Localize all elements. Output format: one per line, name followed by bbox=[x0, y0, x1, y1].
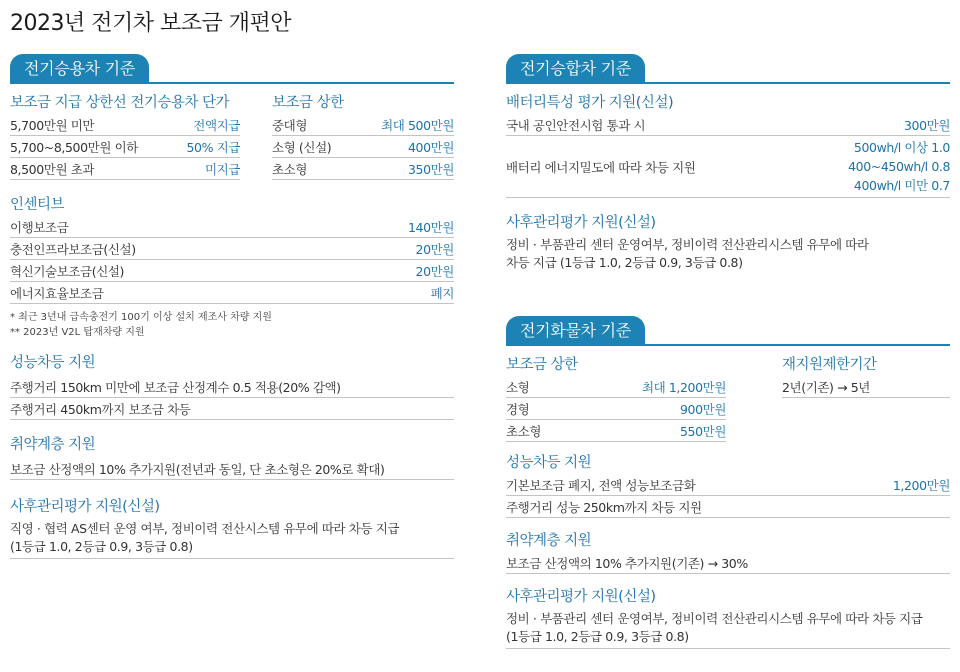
restriction-title: 재지원제한기간 bbox=[782, 357, 877, 373]
table-row: 혁신기술보조금(신설) 20만원 bbox=[10, 260, 454, 282]
table-row: 기본보조금 폐지, 전액 성능보조금화 1,200만원 bbox=[506, 474, 950, 496]
table-row: 이행보조금 140만원 bbox=[10, 216, 454, 238]
footnote: ** 2023년 V2L 탑재차량 지원 bbox=[10, 327, 145, 338]
bus-section bbox=[506, 54, 950, 272]
table-row: 5,700~8,500만원 이하 50% 지급 bbox=[10, 136, 240, 158]
truck-header-label: 전기화물차 기준 bbox=[506, 316, 645, 346]
performance-title: 성능차등 지원 bbox=[10, 355, 96, 371]
table-row: 초소형 350만원 bbox=[272, 158, 454, 180]
truck-limit-title: 보조금 상한 bbox=[506, 357, 578, 373]
table-row: 소형 (신설) 400만원 bbox=[272, 136, 454, 158]
table-row: 소형 최대 1,200만원 bbox=[506, 376, 726, 398]
truck-aftercare-title: 사후관리평가 지원(신설) bbox=[506, 589, 656, 605]
truck-aftercare-text: 정비 · 부품관리 센터 운영여부, 정비이력 전산관리시스템 유무에 따라 차등 지급 (1등급 1.0, 2등급 0.9, 3등급 0.8) bbox=[506, 610, 950, 649]
aftercare-text: 직영 · 협력 AS센터 운영 여부, 정비이력 전산시스템 유무에 따라 차등 지급 (1등급 1.0, 2등급 0.9, 3등급 0.8) bbox=[10, 520, 454, 559]
aftercare-section bbox=[10, 498, 454, 559]
passenger-header bbox=[10, 54, 454, 84]
incentive-title: 인센티브 bbox=[10, 197, 65, 213]
truck-limit-table bbox=[506, 356, 726, 442]
bus-aftercare-title: 사후관리평가 지원(신설) bbox=[506, 215, 656, 231]
vulnerable-section bbox=[10, 436, 454, 480]
vulnerable-title: 취약계층 지원 bbox=[10, 437, 96, 453]
battery-section bbox=[506, 94, 950, 198]
passenger-header-label: 전기승용차 기준 bbox=[10, 54, 149, 84]
truck-vulnerable-section bbox=[506, 532, 950, 574]
text-row: 주행거리 150km 미만에 보조금 산정계수 0.5 적용(20% 감액) bbox=[10, 376, 454, 398]
restriction-table bbox=[782, 356, 950, 398]
text-row: 보조금 산정액의 10% 추가지원(전년과 동일, 단 초소형은 20%로 확대) bbox=[10, 458, 454, 480]
incentive-section bbox=[10, 196, 454, 340]
table-row: 에너지효율보조금 폐지 bbox=[10, 282, 454, 304]
table-row: 8,500만원 초과 미지급 bbox=[10, 158, 240, 180]
price-cap-title: 보조금 지급 상한선 전기승용차 단가 bbox=[10, 95, 230, 111]
table-row: 배터리 에너지밀도에 따라 차등 지원 500wh/l 이상 1.0 400~450wh/l 0.8 400wh/l 미만 0.7 bbox=[506, 136, 950, 198]
bus-aftercare-text: 정비 · 부품관리 센터 운영여부, 정비이력 전산관리시스템 유무에 따라 차등 지급 (1등급 1.0, 2등급 0.9, 3등급 0.8) bbox=[506, 237, 869, 270]
truck-performance-title: 성능차등 지원 bbox=[506, 455, 592, 471]
truck-section bbox=[506, 316, 950, 649]
aftercare-title: 사후관리평가 지원(신설) bbox=[10, 499, 160, 515]
truck-performance-section bbox=[506, 454, 950, 518]
table-row: 충전인프라보조금(신설) 20만원 bbox=[10, 238, 454, 260]
text-row: 보조금 산정액의 10% 추가지원(기존) → 30% bbox=[506, 552, 950, 574]
passenger-section bbox=[10, 54, 454, 559]
text-row: 주행거리 성능 250km까지 차등 지원 bbox=[506, 496, 950, 518]
subsidy-limit-table bbox=[272, 94, 454, 180]
bus-header bbox=[506, 54, 950, 84]
text-row: 주행거리 450km까지 보조금 차등 bbox=[10, 398, 454, 420]
table-row: 초소형 550만원 bbox=[506, 420, 726, 442]
incentive-notes bbox=[10, 310, 454, 340]
page-title: 2023년 전기차 보조금 개편안 bbox=[10, 11, 291, 36]
subsidy-limit-title: 보조금 상한 bbox=[272, 95, 344, 111]
table-row: 경형 900만원 bbox=[506, 398, 726, 420]
table-row: 국내 공인안전시험 통과 시 300만원 bbox=[506, 114, 950, 136]
truck-vulnerable-title: 취약계층 지원 bbox=[506, 533, 592, 549]
table-row: 5,700만원 미만 전액지급 bbox=[10, 114, 240, 136]
price-cap-table bbox=[10, 94, 240, 180]
truck-header bbox=[506, 316, 950, 346]
performance-section bbox=[10, 354, 454, 420]
footnote: * 최근 3년내 급속충전기 100기 이상 설치 제조사 차량 지원 bbox=[10, 312, 272, 323]
density-values: 500wh/l 이상 1.0 400~450wh/l 0.8 400wh/l 미만 0.7 bbox=[848, 140, 950, 193]
bus-header-label: 전기승합차 기준 bbox=[506, 54, 645, 84]
table-row: 중대형 최대 500만원 bbox=[272, 114, 454, 136]
battery-title: 배터리특성 평가 지원(신설) bbox=[506, 95, 674, 111]
table-row: 2년(기존) → 5년 bbox=[782, 376, 950, 398]
bus-aftercare-section bbox=[506, 214, 950, 272]
truck-aftercare-section bbox=[506, 588, 950, 649]
